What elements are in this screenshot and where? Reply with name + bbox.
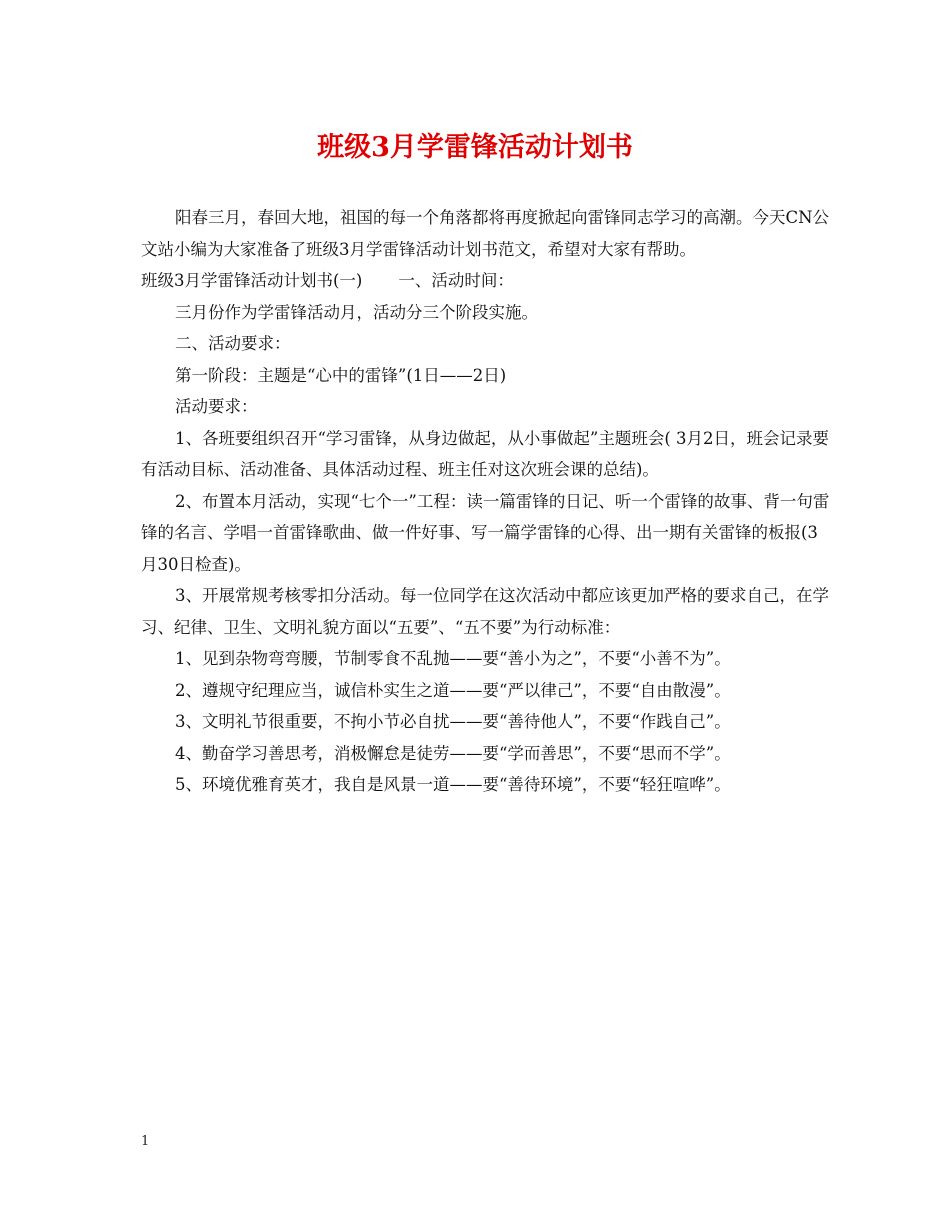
paragraph-requirements-label: 活动要求： <box>175 397 258 416</box>
paragraph-item-3: 3、开展常规考核零扣分活动。每一位同学在这次活动中都应该更加严格的要求自己，在学习、纪律、卫生、文明礼貌方面以“五要”、“五不要”为行动标准： <box>141 586 829 637</box>
document-title: 班级3月学雷锋活动计划书 <box>317 132 633 163</box>
paragraph-rule-3: 3、文明礼节很重要，不拘小节必自扰——要“善待他人”，不要“作践自己”。 <box>175 712 731 731</box>
section-heading-title: 班级3月学雷锋活动计划书(一) <box>141 271 363 290</box>
paragraph-item-1: 1、各班要组织召开“学习雷锋，从身边做起，从小事做起”主题班会( 3月2日，班会记录要有活动目标、活动准备、具体活动过程、班主任对这次班会课的总结)。 <box>141 428 830 479</box>
section-heading <box>141 265 831 297</box>
paragraph-rule-4: 4、勤奋学习善思考，消极懈怠是徒劳——要“学而善思”，不要“思而不学”。 <box>175 743 731 763</box>
section-heading-trailing: 一、活动时间： <box>398 271 514 290</box>
paragraph-requirements-title: 二、活动要求： <box>175 334 291 353</box>
document-body <box>141 202 831 801</box>
paragraph-rule-1: 1、见到杂物弯弯腰，节制零食不乱抛——要“善小为之”，不要“小善不为”。 <box>175 649 731 668</box>
paragraph-stage-1: 第一阶段：主题是“心中的雷锋”(1日——2日) <box>175 365 507 385</box>
paragraph-intro: 阳春三月，春回大地，祖国的每一个角落都将再度掀起向雷锋同志学习的高潮。今天CN公文站小编为大家准备了班级3月学雷锋活动计划书范文，希望对大家有帮助。 <box>141 208 830 259</box>
paragraph-item-2: 2、布置本月活动，实现“七个一”工程：读一篇雷锋的日记、听一个雷锋的故事、背一句雷锋的名言、学唱一首雷锋歌曲、做一件好事、写一篇学雷锋的心得、出一期有关雷锋的板报(3月30日检查)。 <box>141 491 830 574</box>
paragraph-rule-5: 5、环境优雅育英才，我自是风景一道——要“善待环境”，不要“轻狂喧哗”。 <box>175 775 731 794</box>
paragraph-time: 三月份作为学雷锋活动月，活动分三个阶段实施。 <box>175 302 538 322</box>
page-number: 1 <box>141 1134 150 1149</box>
paragraph-rule-2: 2、遵规守纪理应当，诚信朴实生之道——要“严以律己”，不要“自由散漫”。 <box>175 680 731 700</box>
